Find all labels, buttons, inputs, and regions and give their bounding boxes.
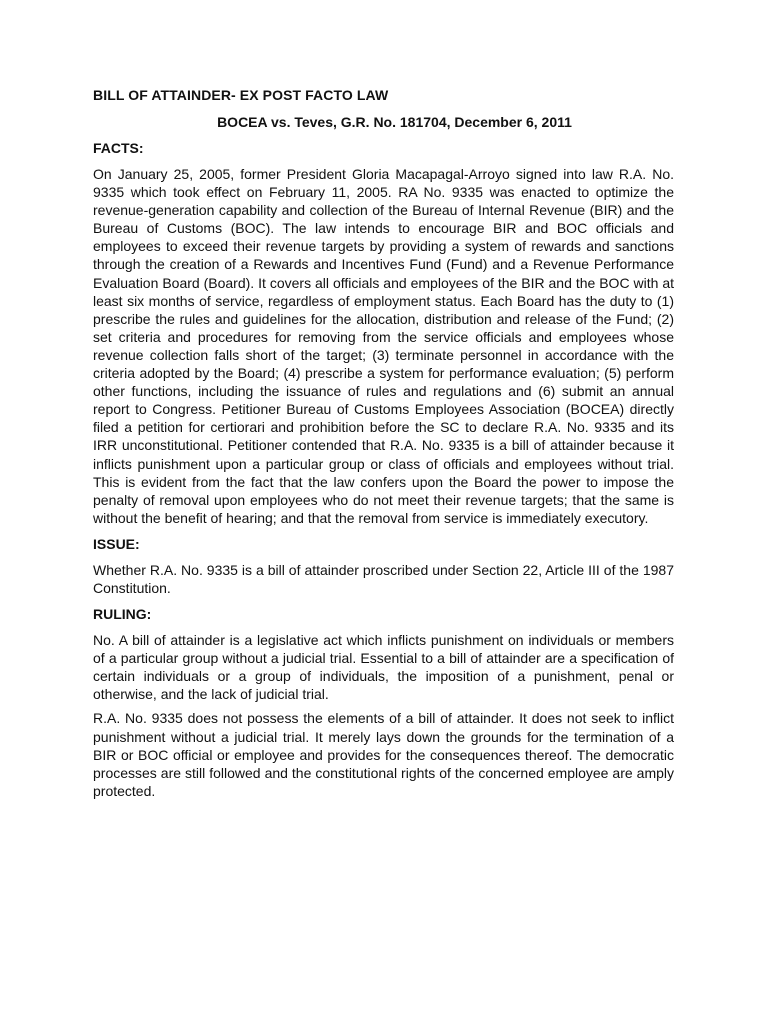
document-page <box>93 86 674 808</box>
issue-heading: ISSUE: <box>93 535 140 552</box>
facts-heading: FACTS: <box>93 140 144 156</box>
document-title: BILL OF ATTAINDER- EX POST FACTO LAW <box>93 87 389 103</box>
facts-paragraph: On January 25, 2005, former President Gloria Macapagal-Arroyo signed into law R.A. No. 9335 which took effect on February 11, 2005. RA No. 9335 was enacted to optimize the revenue-generation capability and collection of the Bureau of Internal Revenue (BIR) and the Bureau of Customs (BOC). The law intends to encourage BIR and BOC officials and employees to exceed their revenue targets by providing a system of rewards and sanctions through the creation of a Rewards and Incentives Fund (Fund) and a Revenue Performance Evaluation Board (Board). It covers all officials and employees of the BIR and the BOC with at least six months of service, regardless of employment status. Each Board has the duty to (1) prescribe the rules and guidelines for the allocation, distribution and release of the Fund; (2) set criteria and procedures for removing from the service officials and employees whose revenue collection falls short of the target; (3) terminate personnel in accordance with the criteria adopted by the Board; (4) prescribe a system for performance evaluation; (5) perform other functions, including the issuance of rules and regulations and (6) submit an annual report to Congress. Petitioner Bureau of Customs Employees Association (BOCEA) directly filed a petition for certiorari and prohibition before the SC to declare R.A. No. 9335 and its IRR unconstitutional. Petitioner contended that R.A. No. 9335 is a bill of attainder because it inflicts punishment upon a particular group or class of officials and employees without trial. This is evident from the fact that the law confers upon the Board the power to impose the penalty of removal upon employees who do not meet their revenue targets; that the same is without the benefit of hearing; and that the removal from service is immediately executory. <box>93 166 674 526</box>
ruling-paragraph-1: No. A bill of attainder is a legislative act which inflicts punishment on individuals or members of a particular group without a judicial trial. Essential to a bill of attainder are a specification of certain individuals or a group of individuals, the imposition of a punishment, penal or otherwise, and the lack of judicial trial. <box>93 632 674 703</box>
ruling-paragraph-2: R.A. No. 9335 does not possess the elements of a bill of attainder. It does not seek to inflict punishment without a judicial trial. It merely lays down the grounds for the termination of a BIR or BOC official or employee and provides for the consequences thereof. The democratic processes are still followed and the constitutional rights of the concerned employee are amply protected. <box>93 710 674 799</box>
ruling-heading: RULING: <box>93 606 152 623</box>
issue-paragraph: Whether R.A. No. 9335 is a bill of attainder proscribed under Section 22, Article III of the 1987 Constitution. <box>93 561 674 596</box>
case-title: BOCEA vs. Teves, G.R. No. 181704, December 6, 2011 <box>217 114 572 130</box>
